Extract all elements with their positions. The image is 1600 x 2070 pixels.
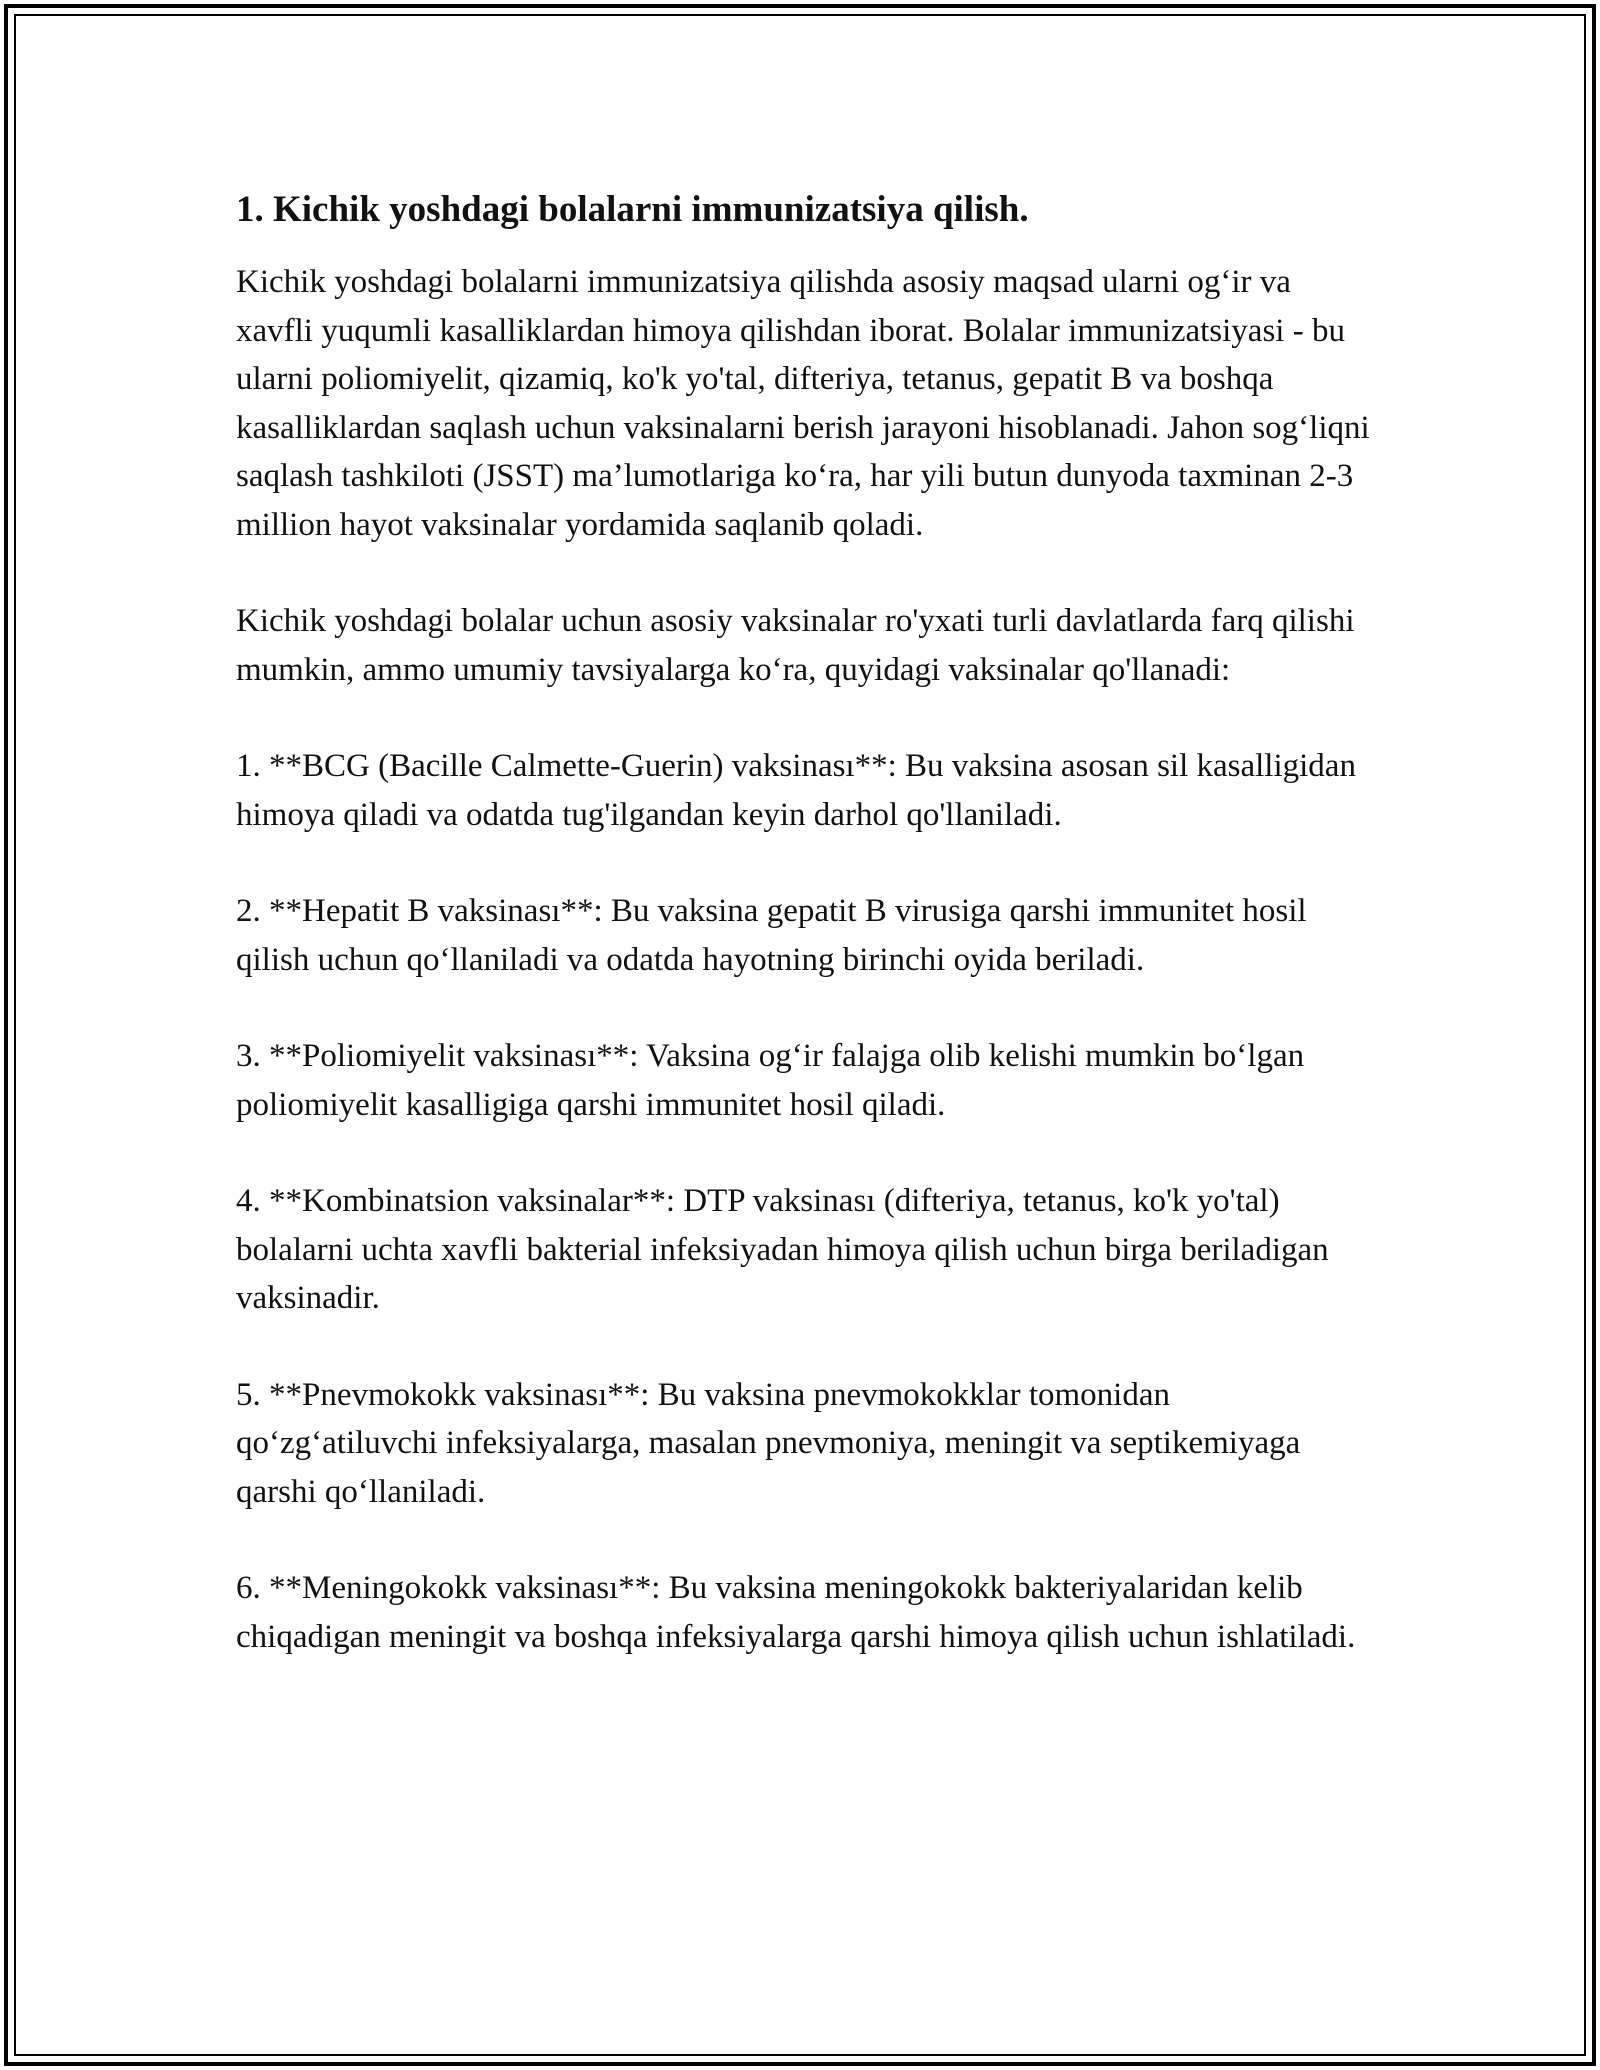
vaccine-item-pneumococcal: 5. **Pnevmokokk vaksinası**: Bu vaksina pnevmokokklar tomonidan qo‘zg‘atiluvchi infeksiyalarga, masalan pnevmoniya, meningit va septikemiyaga qarshi qo‘llaniladi. — [236, 1376, 1301, 1510]
vaccine-item-bcg: 1. **BCG (Bacille Calmette-Guerin) vaksinası**: Bu vaksina asosan sil kasalligidan himoya qiladi va odatda tug'ilgandan keyin darhol qo'llaniladi. — [236, 748, 1356, 833]
document-body — [236, 186, 1376, 1709]
vaccine-item-polio: 3. **Poliomiyelit vaksinası**: Vaksina og‘ir falajga olib kelishi mumkin bo‘lgan poliomiyelit kasalligiga qarshi immunitet hosil qiladi. — [236, 1038, 1305, 1123]
list-intro-paragraph: Kichik yoshdagi bolalar uchun asosiy vaksinalar ro'yxati turli davlatlarda farq qilishi mumkin, ammo umumiy tavsiyalarga ko‘ra, quyidagi vaksinalar qo'llanadi: — [236, 603, 1355, 688]
vaccine-item-combination: 4. **Kombinatsion vaksinalar**: DTP vaksinası (difteriya, tetanus, ko'k yo'tal) bolalarni uchta xavfli bakterial infeksiyadan himoya qilish uchun birga beriladigan vaksinadir. — [236, 1183, 1329, 1316]
document-title: 1. Kichik yoshdagi bolalarni immunizatsiya qilish. — [236, 189, 1029, 230]
intro-paragraph: Kichik yoshdagi bolalarni immunizatsiya qilishda asosiy maqsad ularni og‘ir va xavfli yuqumli kasalliklardan himoya qilishdan iborat. Bolalar immunizatsiyasi - bu ularni poliomiyelit, qizamiq, ko'k yo'tal, difteriya, tetanus, gepatit B va boshqa kasalliklardan saqlash uchun vaksinalarni berish jarayoni hisoblanadi. Jahon sog‘liqni saqlash tashkiloti (JSST) ma’lumotlariga ko‘ra, har yili butun dunyoda taxminan 2-3 million hayot vaksinalar yordamida saqlanib qoladi. — [236, 264, 1370, 543]
vaccine-item-hepatitis-b: 2. **Hepatit B vaksinası**: Bu vaksina gepatit B virusiga qarshi immunitet hosil qilish uchun qo‘llaniladi va odatda hayotning birinchi oyida beriladi. — [236, 893, 1307, 978]
vaccine-item-meningococcal: 6. **Meningokokk vaksinası**: Bu vaksina meningokokk bakteriyalaridan kelib chiqadigan meningit va boshqa infeksiyalarga qarshi himoya qilish uchun ishlatiladi. — [236, 1570, 1356, 1655]
